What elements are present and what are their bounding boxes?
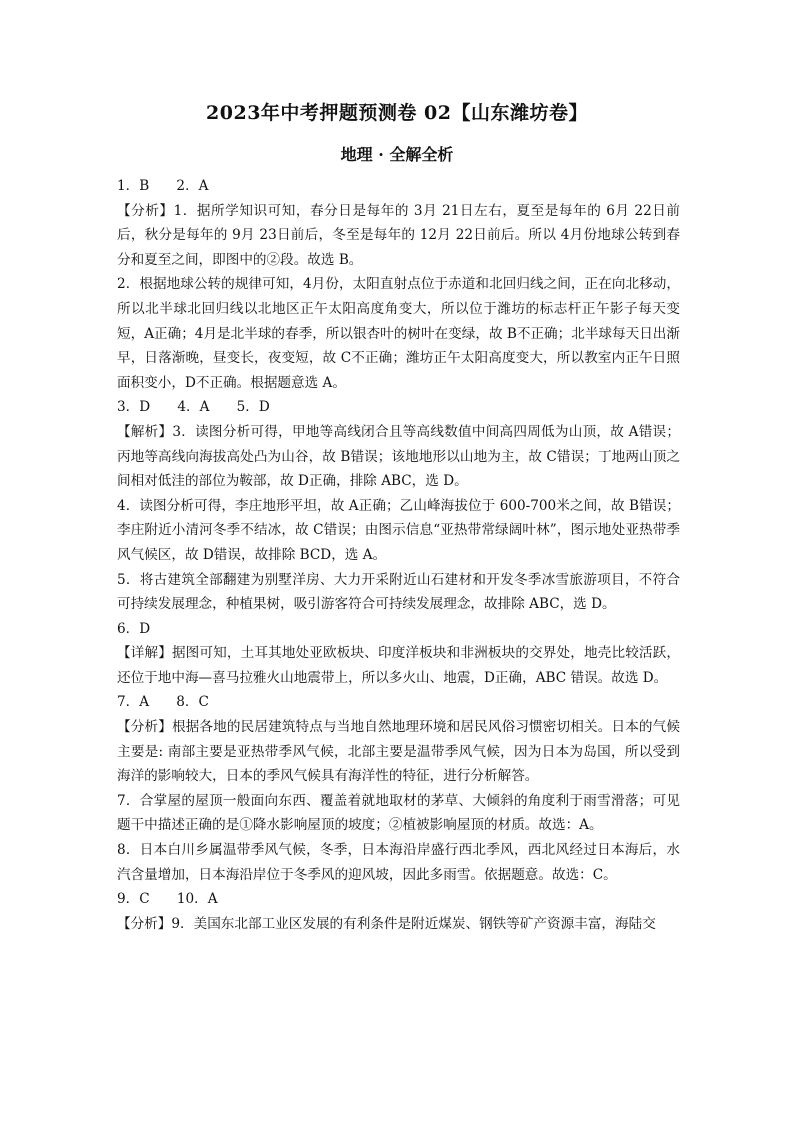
document-subtitle: 地理 · 全解全析 xyxy=(340,145,454,164)
answer-line: 6．D xyxy=(117,620,151,637)
analysis-paragraph: 4．读图分析可得，李庄地形平坦，故 A正确；乙山峰海拔位于 600-700米之间，故 B错误；李庄附近小清河冬季不结冰，故 C错误；由图示信息“亚热带常绿阔叶林”，图示地处亚热带季风气候区，故 D错误，故排除 BCD，选 A。 xyxy=(117,497,680,563)
analysis-paragraph: 8．日本白川乡属温带季风气候，冬季，日本海沿岸盛行西北季风，西北风经过日本海后，水汽含量增加，日本海沿岸位于冬季风的迎风坡，因此多雨雪。依据题意。故选：C。 xyxy=(117,842,680,883)
analysis-paragraph: 【详解】据图可知，土耳其地处亚欧板块、印度洋板块和非洲板块的交界处，地壳比较活跃，还位于地中海—喜马拉雅火山地震带上，所以多火山、地震，D正确，ABC 错误。故选 D。 xyxy=(117,645,680,686)
analysis-paragraph: 5．将古建筑全部翻建为别墅洋房、大力开采附近山石建材和开发冬季冰雪旅游项目，不符合可持续发展理念，种植果树，吸引游客符合可持续发展理念，故排除 ABC，选 D。 xyxy=(117,571,680,613)
analysis-paragraph: 【分析】根据各地的民居建筑特点与当地自然地理环境和居民风俗习惯密切相关。日本的气候主要是: 南部主要是亚热带季风气候，北部主要是温带季风气候，因为日本为岛国，所以受到海洋的影响较大，日本的季风气候具有海洋性的特征，进行分析解答。 xyxy=(117,719,680,785)
answer-content xyxy=(117,174,680,936)
analysis-paragraph: 【分析】1．据所学知识可知，春分日是每年的 3月 21日左右，夏至是每年的 6月 22日前后，秋分是每年的 9月 23日前后，冬至是每年的 12月 22日前后。所以 4月份地球公转到春分和夏至之间，即图中的②段。故选 B。 xyxy=(117,202,680,268)
analysis-paragraph: 2．根据地球公转的规律可知，4月份，太阳直射点位于赤道和北回归线之间，正在向北移动，所以北半球北回归线以北地区正午太阳高度角变大，所以位于潍坊的标志杆正午影子每天变短，A正确；4月是北半球的春季，所以银杏叶的树叶在变绿，故 B不正确；北半球每天日出渐早，日落渐晚，昼变长，夜变短，故 C不正确；潍坊正午太阳高度变大，所以教室内正午日照面积变小，D不正确。根据题意选 A。 xyxy=(117,276,680,391)
answer-line: 1．B 2．A xyxy=(117,178,209,194)
analysis-paragraph: 【解析】3．读图分析可得，甲地等高线闭合且等高线数值中间高四周低为山顶，故 A错误；丙地等高线向海拔高处凸为山谷，故 B错误；该地地形以山地为主，故 C错误；丁地两山顶之间相对低洼的部位为鞍部，故 D正确，排除 ABC，选 D。 xyxy=(117,423,680,490)
document-title: 2023年中考押题预测卷 02【山东潍坊卷】 xyxy=(206,102,588,124)
answer-line: 7．A 8．C xyxy=(117,694,209,711)
answer-line: 3．D 4．A 5．D xyxy=(117,399,270,416)
answer-line: 9．C 10．A xyxy=(117,891,218,908)
analysis-paragraph: 7．合掌屋的屋顶一般面向东西、覆盖着就地取材的茅草、大倾斜的角度利于雨雪滑落；可见题干中描述正确的是①降水影响屋顶的坡度；②植被影响屋顶的材质。故选：A。 xyxy=(117,792,680,834)
analysis-paragraph: 【分析】9．美国东北部工业区发展的有利条件是附近煤炭、钢铁等矿产资源丰富，海陆交 xyxy=(117,915,656,932)
